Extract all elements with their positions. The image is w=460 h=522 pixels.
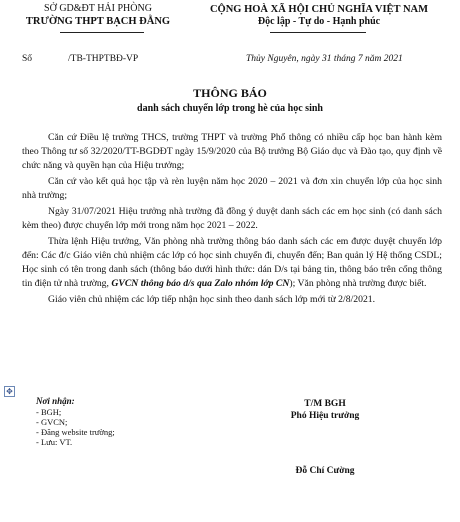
on-behalf-label: T/M BGH <box>304 399 346 409</box>
place-and-date: Thủy Nguyên, ngày 31 tháng 7 năm 2021 <box>246 54 403 64</box>
recipients-heading: Nơi nhận: <box>36 396 75 406</box>
notification-text-end: ); Văn phòng nhà trường được biết. <box>289 278 427 289</box>
school-name: TRƯỜNG THPT BẠCH ĐẰNG <box>25 16 171 27</box>
document-number-code: /TB-THPTBĐ-VP <box>68 54 139 64</box>
nation-name: CỘNG HOÀ XÃ HỘI CHỦ NGHĨA VIỆT NAM <box>209 4 429 15</box>
signature-block <box>270 398 380 422</box>
document-number <box>22 54 138 64</box>
paragraph-results-basis: Căn cứ vào kết quả học tập và rèn luyện năm học 2020 – 2021 và đơn xin chuyển lớp của học sinh nhà trường; <box>22 176 442 201</box>
left-header-rule <box>60 32 144 33</box>
department-name: SỞ GD&ĐT HẢI PHÒNG <box>44 3 152 14</box>
notification-text-start: Thừa lệnh Hiệu trưởng, Văn phòng nhà trường thông báo danh sách các em được duyệt chuyển lớp đến: Các đ/c Giáo viên chủ nhiệm các lớp có học sinh chuyển đi, chuyển đến; Ban quản lý Hệ thống CSDL; Học sinh có tên trong danh sách (thông báo dưới hình thức: dán D/s tại bảng tin, thông báo trên cổng thông tin điện tử nhà trường, <box>22 236 442 289</box>
issuing-agency <box>8 3 188 28</box>
paragraph-notification <box>22 235 442 291</box>
document-subtitle: danh sách chuyển lớp trong hè của học sinh <box>137 103 323 114</box>
document-body <box>22 131 442 309</box>
move-handle-icon[interactable]: ✥ <box>4 386 15 397</box>
document-title: THÔNG BÁO <box>193 86 267 100</box>
recipient-item: - BGH; <box>36 407 62 417</box>
signer-position: Phó Hiệu trưởng <box>290 411 360 421</box>
paragraph-reception: Giáo viên chủ nhiệm các lớp tiếp nhận học sinh theo danh sách lớp mới từ 2/8/2021. <box>48 294 376 305</box>
document-number-label: Số <box>22 54 33 64</box>
national-motto: Độc lập - Tự do - Hạnh phúc <box>257 16 381 27</box>
recipients-block <box>36 396 115 447</box>
recipient-item: - Đăng website trường; <box>36 427 115 437</box>
national-header <box>180 3 458 28</box>
notification-emphasis: GVCN thông báo d/s qua Zalo nhóm lớp CN <box>111 278 290 289</box>
recipient-item: - GVCN; <box>36 417 68 427</box>
signer-name: Đỗ Chí Cường <box>295 466 355 476</box>
paragraph-legal-basis: Căn cứ Điều lệ trường THCS, trường THPT và trường Phổ thông có nhiều cấp học ban hành kèm theo Thông tư số 32/2020/TT-BGDĐT ngày 15/9/2020 của Bộ trưởng Bộ Giáo dục và Đào tạo, quy định về chức năng và quyền hạn của Hiệu trưởng; <box>22 132 442 171</box>
paragraph-approval: Ngày 31/07/2021 Hiệu trưởng nhà trường đã đồng ý duyệt danh sách các em học sinh (có danh sách kèm theo) được chuyển lớp mới trong năm học 2021 – 2022. <box>22 206 442 231</box>
right-header-rule <box>270 32 366 33</box>
recipient-item: - Lưu: VT. <box>36 437 73 447</box>
